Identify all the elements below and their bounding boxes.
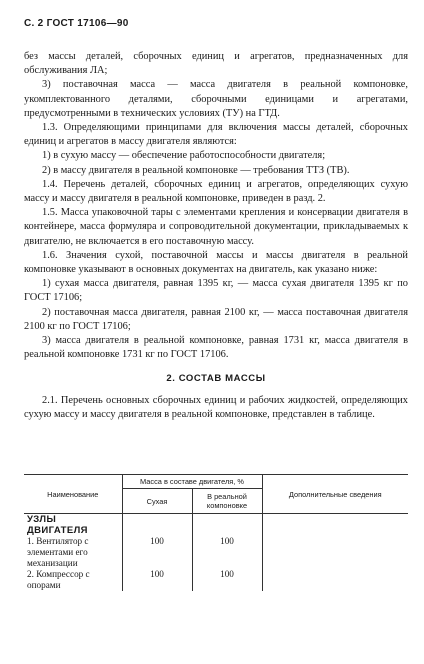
paragraph: 3) поставочная масса — масса двигателя в реальной компоновке, укомплектованного деталями, сборочными единицами и агрегатами, предусмотренными в технических условиях (ТУ) на ГТД. [24, 79, 408, 119]
table-section-row [24, 514, 408, 537]
document-body [24, 50, 408, 422]
mass-table [24, 474, 408, 591]
column-header-name: Наименование [24, 475, 122, 514]
paragraph: 2) поставочная масса двигателя, равная 2100 кг, — масса поставочная двигателя 2100 кг по ГОСТ 17106; [24, 306, 408, 332]
paragraph: 1) сухая масса двигателя, равная 1395 кг, — масса сухая двигателя 1395 кг по ГОСТ 17106; [24, 278, 408, 304]
row-real-value: 100 [192, 536, 262, 569]
paragraph: 3) масса двигателя в реальной компоновке, равная 1731 кг, масса двигателя в реальной компоновке 1731 кг по ГОСТ 17106. [24, 335, 408, 361]
paragraph: 1.6. Значения сухой, поставочной массы и массы двигателя в реальной компоновке указывают в основных документах на двигатель, как указано ниже: [24, 249, 408, 276]
row-name: 1. Вентилятор с элементами его механизации [24, 536, 122, 569]
paragraph: 2) в массу двигателя в реальной компоновке — требования ТТЗ (ТВ). [42, 164, 350, 176]
row-dry-value: 100 [122, 536, 192, 569]
table-row [24, 536, 408, 569]
paragraph: 1) в сухую массу — обеспечение работоспособности двигателя; [42, 150, 326, 162]
column-header-info: Дополнительные сведения [262, 475, 408, 514]
paragraph: 1.3. Определяющими принципами для включения массы деталей, сборочных единиц и агрегатов в массу двигателя являются: [24, 122, 408, 148]
paragraph: без массы деталей, сборочных единиц и агрегатов, предназначенных для обслуживания ЛА; [24, 51, 408, 77]
row-info [262, 569, 408, 591]
row-real-value: 100 [192, 569, 262, 591]
paragraph: 2.1. Перечень основных сборочных единиц и рабочих жидкостей, определяющих сухую массу и массу двигателя в реальной компоновке, представлен в таблице. [24, 394, 408, 420]
row-dry-value: 100 [122, 569, 192, 591]
paragraph: 1.5. Масса упаковочной тары с элементами крепления и консервации двигателя в контейнере, масса формуляра и сопроводительной документации, прикладываемых к двигателю, не включается в его поставочную массу. [24, 207, 408, 247]
table-row [24, 569, 408, 591]
section-heading: 2. СОСТАВ МАССЫ [166, 373, 266, 385]
table-section-title: УЗЛЫ ДВИГАТЕЛЯ [27, 514, 88, 536]
column-header-real: В реальной компоновке [192, 489, 262, 514]
page-header: С. 2 ГОСТ 17106—90 [24, 18, 129, 29]
paragraph: 1.4. Перечень деталей, сборочных единиц и агрегатов, определяющих сухую массу и массу двигателя в реальной компоновке, приведен в разд. 2. [24, 178, 408, 205]
row-name: 2. Компрессор с опорами [24, 569, 122, 591]
row-info [262, 536, 408, 569]
column-header-dry: Сухая [122, 489, 192, 514]
column-header-mass-group: Масса в составе двигателя, % [122, 475, 262, 489]
